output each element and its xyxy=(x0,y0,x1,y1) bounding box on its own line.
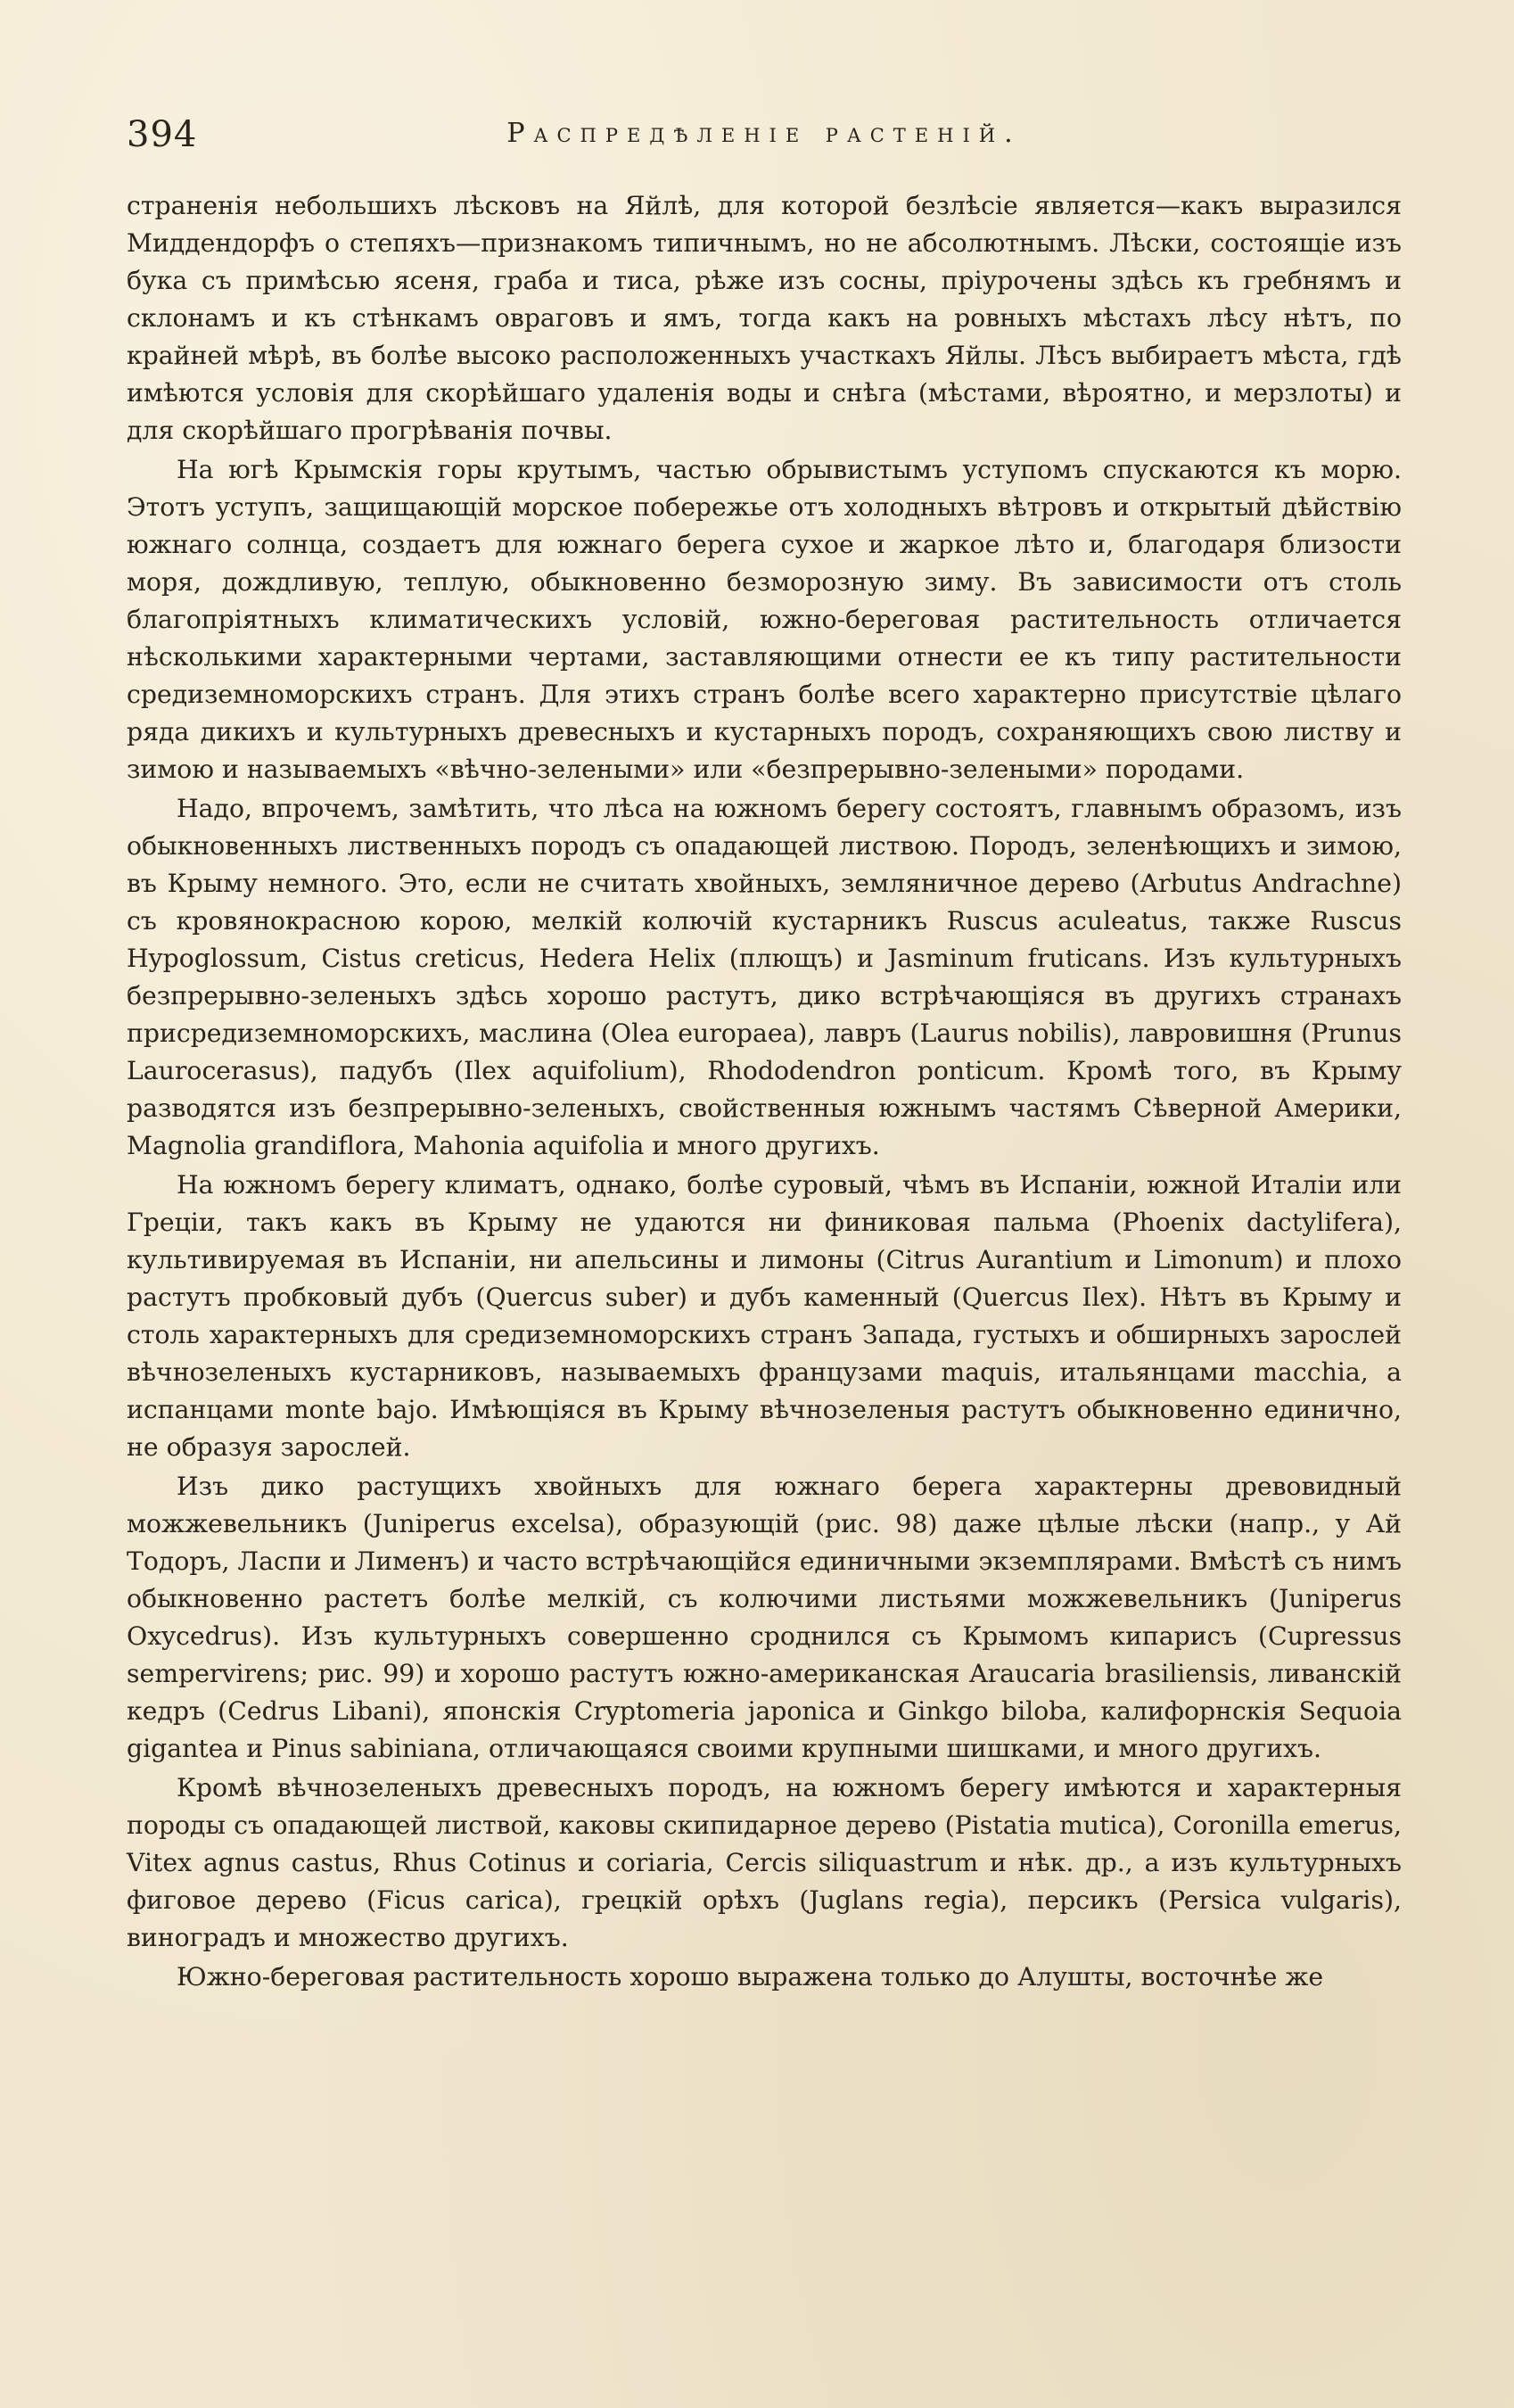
paragraph-3: Надо, впрочемъ, замѣтить, что лѣса на южномъ берегу состоятъ, главнымъ образомъ, изъ обыкновенныхъ лиственныхъ породъ съ опадающей листвою. Породъ, зеленѣющихъ и зимою, въ Крыму немного. Это, если не считать хвойныхъ, земляничное дерево (Arbutus Andrachne) съ кровянокрасною корою, мелкій колючій кустарникъ Ruscus aculeatus, также Ruscus Hypoglossum, Cistus creticus, Hedera Helix (плющъ) и Jasminum fruticans. Изъ культурныхъ безпрерывно-зеленыхъ здѣсь хорошо растутъ, дико встрѣчающіяся въ другихъ странахъ присредиземноморскихъ, маслина (Olea europaea), лавръ (Laurus nobilis), лавровишня (Prunus Laurocerasus), падубъ (Ilex aquifolium), Rhododendron ponticum. Кромѣ того, въ Крыму разводятся изъ безпрерывно-зеленыхъ, свойственныя южнымъ частямъ Сѣверной Америки, Magnolia grandiflora, Mahonia aquifolia и много другихъ. xyxy=(127,794,1402,1160)
body-text xyxy=(127,187,1402,1998)
paragraph-5: Изъ дико растущихъ хвойныхъ для южнаго берега характерны древовидный можжевельникъ (Juniperus excelsa), образующій (рис. 98) даже цѣлые лѣски (напр., у Ай Тодоръ, Ласпи и Лименъ) и часто встрѣчающійся единичными экземплярами. Вмѣстѣ съ нимъ обыкновенно растетъ болѣе мелкій, съ колючими листьями можжевельникъ (Juniperus Oxycedrus). Изъ культурныхъ совершенно сроднился съ Крымомъ кипарисъ (Cupressus sempervirens; рис. 99) и хорошо растутъ южно-американская Araucaria brasiliensis, ливанскій кедръ (Cedrus Libani), японскія Cryptomeria japonica и Ginkgo biloba, калифорнскія Sequoia gigantea и Pinus sabiniana, отличающаяся своими крупными шишками, и много другихъ. xyxy=(127,1472,1402,1763)
page-number: 394 xyxy=(127,114,198,155)
running-title: Распредѣленіе растеній. xyxy=(506,118,1022,149)
paragraph-6: Кромѣ вѣчнозеленыхъ древесныхъ породъ, на южномъ берегу имѣются и характерныя породы съ опадающей листвой, каковы скипидарное дерево (Pistatia mutica), Coronilla emerus, Vitex agnus castus, Rhus Cotinus и coriaria, Cercis siliquastrum и нѣк. др., а изъ культурныхъ фиговое дерево (Ficus carica), грецкій орѣхъ (Juglans regia), персикъ (Persica vulgaris), виноградъ и множество другихъ. xyxy=(127,1773,1402,1952)
page-header xyxy=(127,114,1402,168)
paragraph-7: Южно-береговая растительность хорошо выражена только до Алушты, восточнѣе же xyxy=(177,1962,1324,1992)
paragraph-2: На югѣ Крымскія горы крутымъ, частью обрывистымъ уступомъ спускаются къ морю. Этотъ уступъ, защищающій морское побережье отъ холодныхъ вѣтровъ и открытый дѣйствію южнаго солнца, создаетъ для южнаго берега сухое и жаркое лѣто и, благодаря близости моря, дождливую, теплую, обыкновенно безморозную зиму. Въ зависимости отъ столь благопріятныхъ климатическихъ условій, южно-береговая растительность отличается нѣсколькими характерными чертами, заставляющими отнести ее къ типу растительности средиземноморскихъ странъ. Для этихъ странъ болѣе всего характерно присутствіе цѣлаго ряда дикихъ и культурныхъ древесныхъ и кустарныхъ породъ, сохраняющихъ свою листву и зимою и называемыхъ «вѣчно-зелеными» или «безпрерывно-зелеными» породами. xyxy=(127,455,1402,784)
paragraph-1: страненія небольшихъ лѣсковъ на Яйлѣ, для которой безлѣсіе является—какъ выразился Миддендорфъ о степяхъ—признакомъ типичнымъ, но не абсолютнымъ. Лѣски, состоящіе изъ бука съ примѣсью ясеня, граба и тиса, рѣже изъ сосны, пріурочены здѣсь къ гребнямъ и склонамъ и къ стѣнкамъ овраговъ и ямъ, тогда какъ на ровныхъ мѣстахъ лѣсу нѣтъ, по крайней мѣрѣ, въ болѣе высоко расположенныхъ участкахъ Яйлы. Лѣсъ выбираетъ мѣста, гдѣ имѣются условія для скорѣйшаго удаленія воды и снѣга (мѣстами, вѣроятно, и мерзлоты) и для скорѣйшаго прогрѣванія почвы. xyxy=(127,191,1402,445)
paragraph-4: На южномъ берегу климатъ, однако, болѣе суровый, чѣмъ въ Испаніи, южной Италіи или Греціи, такъ какъ въ Крыму не удаются ни финиковая пальма (Phoenix dactylifera), культивируемая въ Испаніи, ни апельсины и лимоны (Citrus Aurantium и Limonum) и плохо растутъ пробковый дубъ (Quercus suber) и дубъ каменный (Quercus Ilex). Нѣтъ въ Крыму и столь характерныхъ для средиземноморскихъ странъ Запада, густыхъ и обширныхъ зарослей вѣчнозеленыхъ кустарниковъ, называемыхъ французами maquis, итальянцами macchia, а испанцами monte bajo. Имѣющіяся въ Крыму вѣчнозеленыя растутъ обыкновенно единично, не образуя зарослей. xyxy=(127,1170,1402,1462)
